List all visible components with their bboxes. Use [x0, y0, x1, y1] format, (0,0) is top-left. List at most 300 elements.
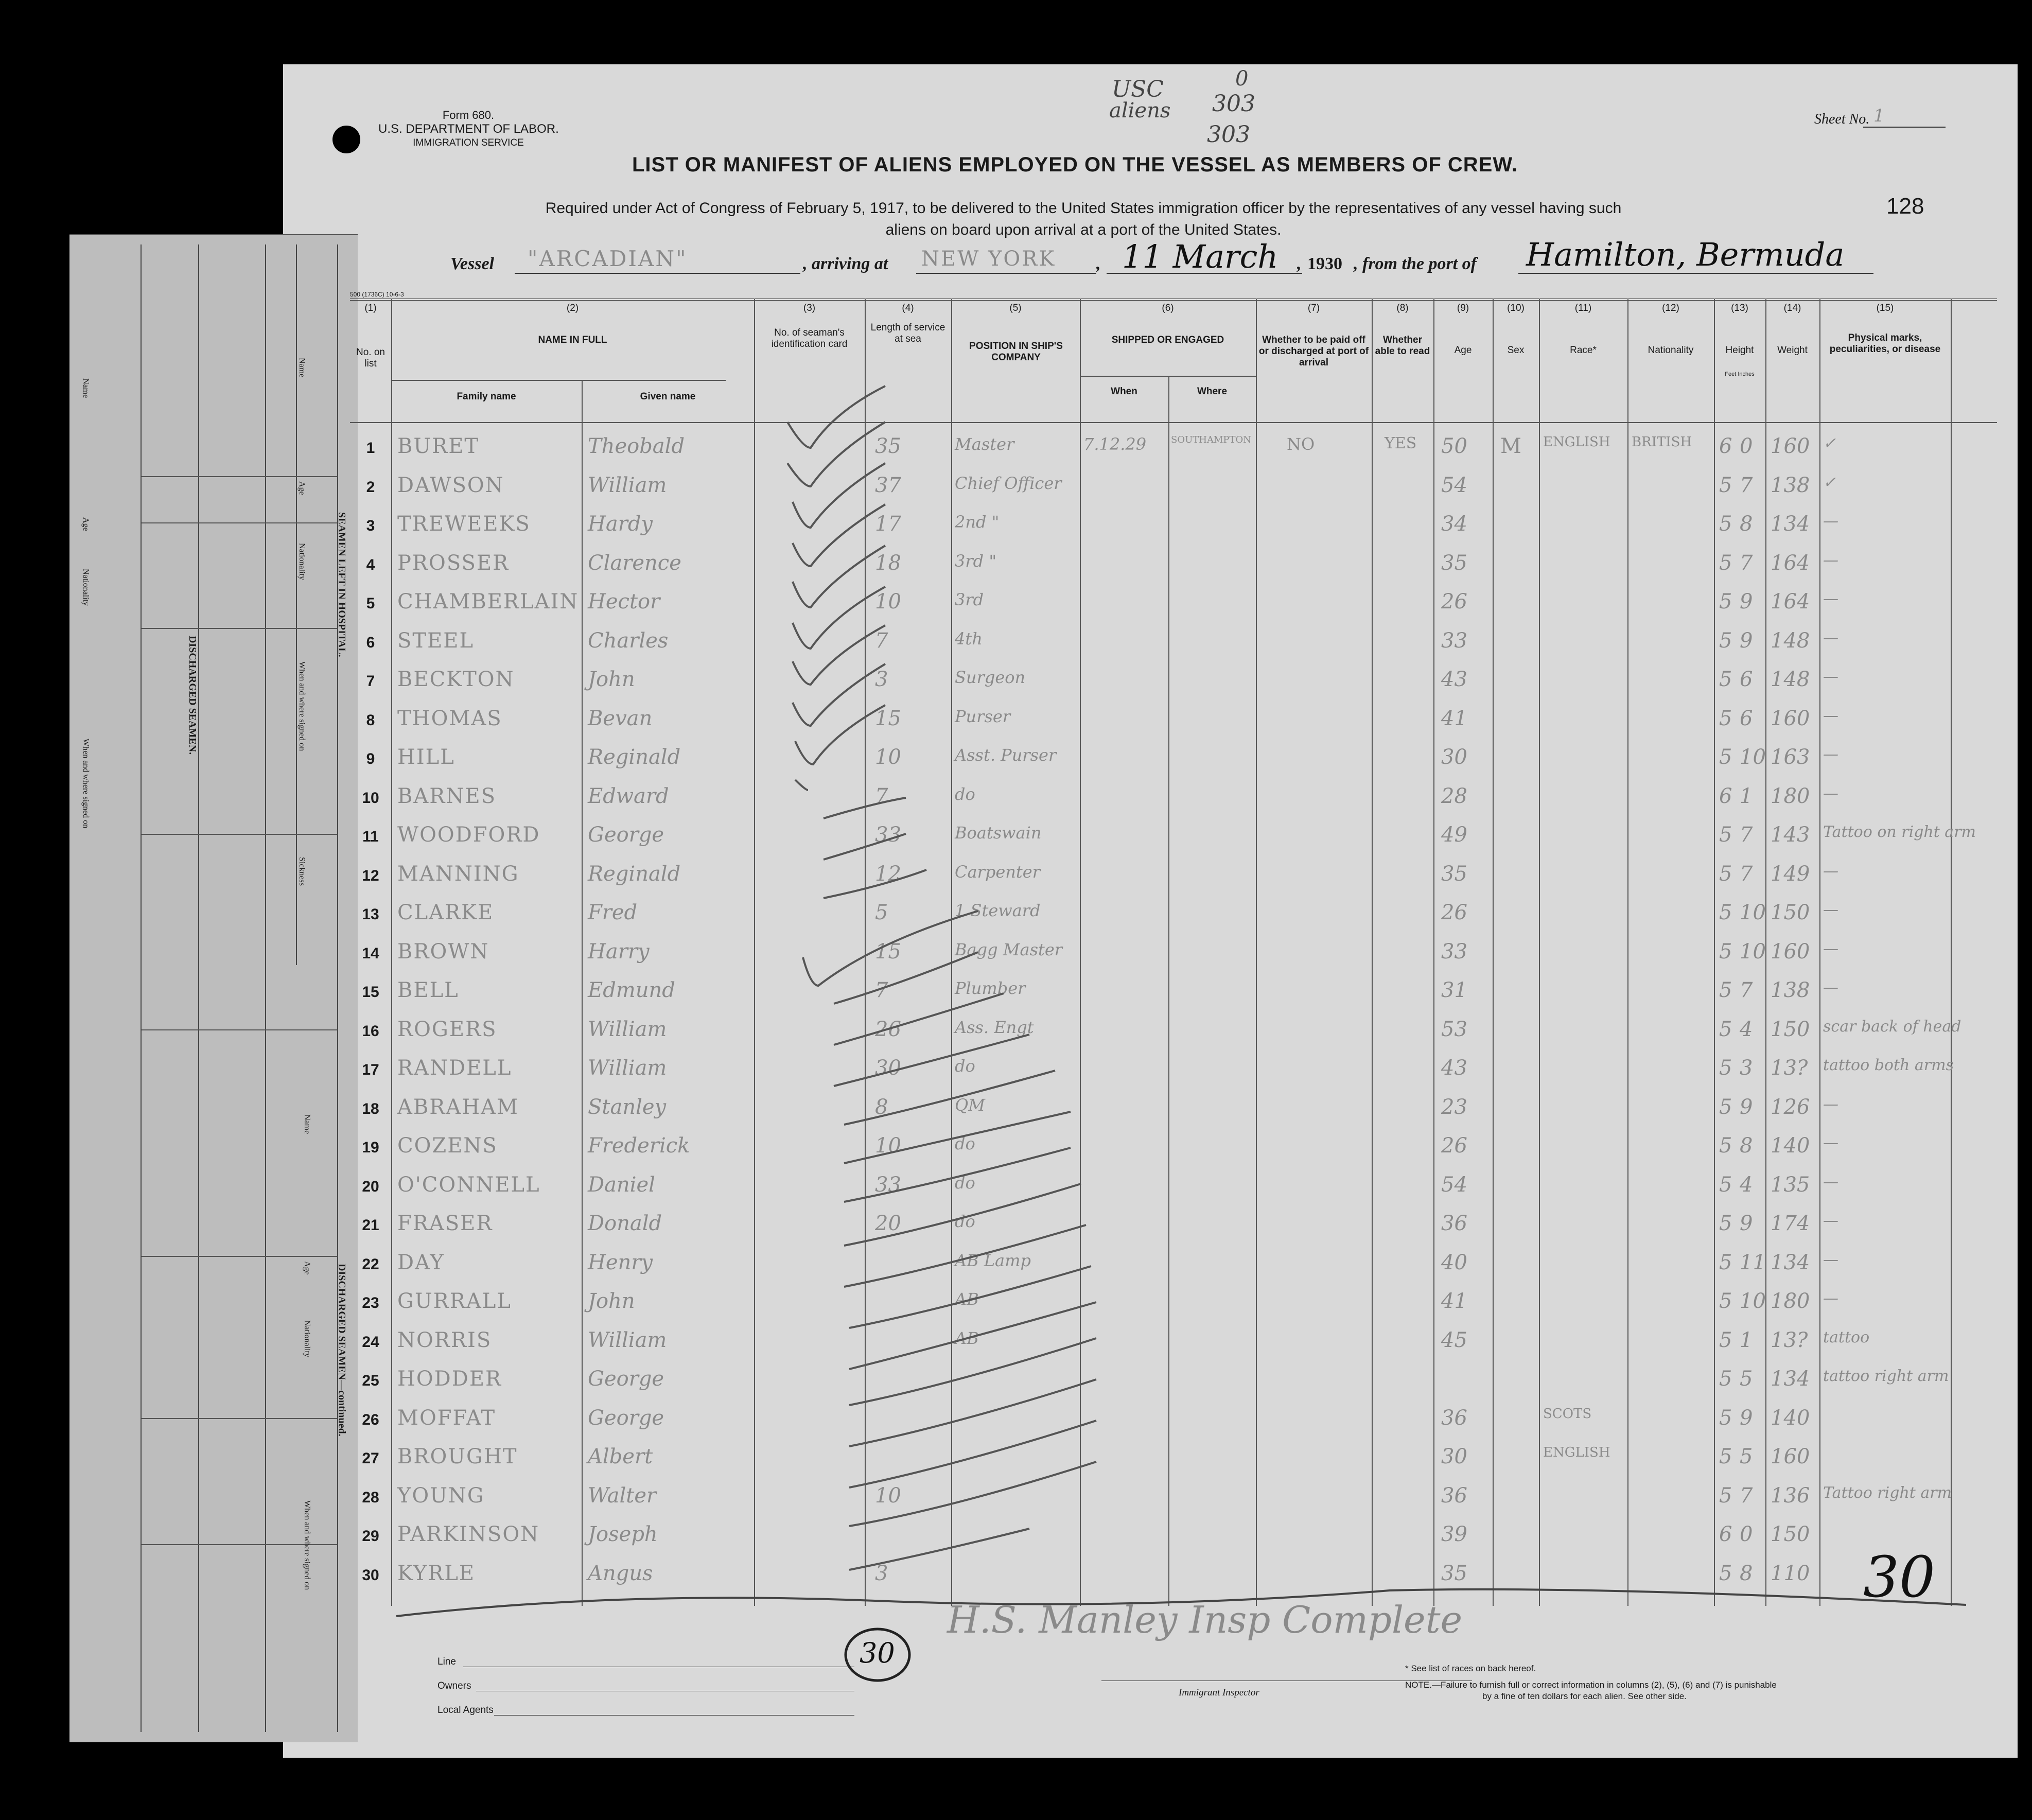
position-cell: do	[955, 784, 975, 804]
weight-cell: 149	[1771, 862, 1810, 886]
weight-cell: 180	[1771, 784, 1810, 808]
header-weight: Weight	[1777, 345, 1808, 356]
row-number: 3	[366, 517, 375, 534]
row-number: 4	[366, 556, 375, 573]
given-name-cell: Daniel	[588, 1172, 655, 1197]
check-dash	[824, 870, 926, 898]
position-cell: 1 Steward	[955, 901, 1041, 920]
family-name-cell: BURET	[397, 434, 480, 458]
height-inches-cell: 7	[1740, 978, 1753, 1002]
weight-cell: 164	[1771, 590, 1810, 614]
height-feet-cell: 5	[1719, 978, 1732, 1002]
nationality-cell: BRITISH	[1632, 434, 1692, 450]
height-inches-cell: 3	[1740, 1056, 1753, 1080]
row-number: 13	[362, 906, 379, 923]
row-number: 27	[362, 1450, 379, 1467]
age-cell: 41	[1441, 706, 1467, 730]
service-cell: 7	[875, 784, 888, 808]
age-cell: 36	[1441, 1483, 1467, 1508]
height-feet-cell: 5	[1719, 1172, 1732, 1197]
service-cell: 3	[875, 1561, 888, 1585]
able-read-cell: YES	[1385, 434, 1417, 452]
service-cell: 33	[875, 823, 901, 847]
physical-marks-cell: tattoo right arm	[1823, 1367, 1949, 1385]
check-mark	[795, 705, 885, 764]
age-cell: 43	[1441, 1056, 1467, 1080]
family-name-cell: BECKTON	[397, 668, 515, 691]
row-number: 21	[362, 1217, 379, 1234]
family-name-cell: COZENS	[397, 1134, 498, 1158]
height-inches-cell: 10	[1740, 901, 1766, 924]
service-cell: 10	[875, 745, 901, 769]
weight-cell: 148	[1771, 628, 1810, 653]
strip-label-nationality-2: Nationality	[81, 569, 90, 606]
height-inches-cell: 4	[1740, 1172, 1753, 1197]
service-name: IMMIGRATION SERVICE	[413, 137, 524, 148]
family-name-cell: HODDER	[397, 1367, 502, 1391]
physical-marks-cell: —	[1823, 551, 1838, 569]
header-position: POSITION IN SHIP'S COMPANY	[969, 341, 1063, 363]
weight-cell: 135	[1771, 1172, 1810, 1197]
weight-cell: 148	[1771, 668, 1810, 691]
family-name-cell: DAY	[397, 1250, 445, 1274]
physical-marks-cell: —	[1823, 1095, 1838, 1113]
physical-marks-cell: scar back of head	[1823, 1017, 1961, 1036]
strip-label-nationality: Nationality	[297, 543, 306, 580]
position-cell: 4th	[955, 628, 983, 649]
height-inches-cell: 4	[1740, 1017, 1753, 1041]
header-nationality: Nationality	[1648, 345, 1694, 356]
height-inches-cell: 7	[1740, 551, 1753, 575]
col-num-11: (11)	[1574, 303, 1592, 313]
given-name-cell: Clarence	[588, 551, 681, 575]
age-cell: 30	[1441, 1445, 1467, 1468]
weight-cell: 160	[1771, 434, 1810, 458]
position-cell: Bagg Master	[955, 939, 1063, 959]
header-physical-marks: Physical marks, peculiarities, or disease	[1829, 332, 1941, 355]
position-cell: 3rd	[955, 590, 984, 609]
weight-cell: 160	[1771, 1445, 1810, 1468]
check-mark	[803, 911, 978, 986]
check-mark	[787, 422, 885, 486]
given-name-cell: George	[588, 823, 664, 847]
physical-marks-cell: Tattoo right arm	[1823, 1483, 1952, 1502]
family-name-cell: BROWN	[397, 939, 489, 964]
strip-label-name-3: Name	[303, 1114, 311, 1134]
family-name-cell: HILL	[397, 745, 455, 769]
subtitle-line-1: Required under Act of Congress of February 5, 1917, to be delivered to the United States immigration officer by the representatives of any vessel having such	[545, 200, 1622, 217]
age-cell: 30	[1441, 745, 1467, 769]
inspector-note: H.S. Manley Insp Complete	[947, 1598, 1463, 1641]
height-feet-cell: 5	[1719, 1367, 1732, 1391]
given-name-cell: John	[588, 668, 635, 691]
height-feet-cell: 5	[1719, 1483, 1732, 1508]
age-cell: 39	[1441, 1522, 1467, 1546]
header-height-units: Feet Inches	[1725, 371, 1755, 377]
height-feet-cell: 6	[1719, 784, 1732, 808]
footer-agents-label: Local Agents	[437, 1705, 494, 1716]
sex-cell: M	[1500, 434, 1521, 458]
given-name-cell: Henry	[588, 1250, 653, 1274]
given-name-cell: Frederick	[588, 1134, 690, 1158]
annotation-count-2: 303	[1207, 121, 1250, 148]
col-num-5: (5)	[1009, 303, 1022, 313]
age-cell: 36	[1441, 1212, 1467, 1235]
position-cell: do	[955, 1134, 975, 1153]
row-number: 6	[366, 634, 375, 651]
weight-cell: 136	[1771, 1483, 1810, 1508]
service-cell: 10	[875, 1134, 901, 1158]
position-cell: Master	[955, 434, 1014, 454]
header-sex: Sex	[1507, 345, 1525, 356]
age-cell: 45	[1441, 1328, 1467, 1352]
weight-cell: 110	[1771, 1561, 1810, 1585]
strip-label-when-where-2: When and where signed on	[81, 739, 90, 829]
position-cell: AB Lamp	[955, 1250, 1031, 1270]
height-inches-cell: 0	[1740, 434, 1753, 458]
check-dash	[824, 798, 906, 818]
height-inches-cell: 10	[1740, 745, 1766, 769]
height-inches-cell: 8	[1740, 1134, 1753, 1158]
service-cell: 37	[875, 473, 901, 497]
paid-off-cell: NO	[1287, 434, 1315, 454]
check-dash	[834, 993, 1004, 1045]
row-number: 8	[366, 711, 375, 729]
given-name-cell: Theobald	[588, 434, 685, 458]
family-name-cell: ROGERS	[397, 1017, 497, 1041]
weight-cell: 134	[1771, 1250, 1810, 1274]
col-num-12: (12)	[1662, 303, 1679, 313]
given-name-cell: Angus	[588, 1561, 653, 1585]
physical-marks-cell: tattoo both arms	[1823, 1056, 1954, 1074]
height-feet-cell: 5	[1719, 1445, 1732, 1468]
check-mark	[787, 386, 885, 448]
family-name-cell: TREWEEKS	[397, 512, 531, 536]
age-cell: 28	[1441, 784, 1467, 808]
age-cell: 35	[1441, 862, 1467, 886]
family-name-cell: MOFFAT	[397, 1406, 496, 1430]
col-num-2: (2)	[566, 303, 579, 313]
department-name: U.S. DEPARTMENT OF LABOR.	[378, 122, 559, 136]
height-feet-cell: 5	[1719, 628, 1732, 653]
service-cell: 7	[875, 978, 888, 1002]
position-cell: AB	[955, 1328, 979, 1348]
service-cell: 12	[875, 862, 901, 886]
service-cell: 20	[875, 1212, 901, 1235]
given-name-cell: Donald	[588, 1212, 662, 1235]
strip-label-when-where: When and where signed on	[297, 661, 306, 751]
family-name-cell: DAWSON	[397, 473, 504, 497]
check-dash	[849, 1338, 1096, 1405]
given-name-cell: William	[588, 473, 667, 497]
col-num-8: (8)	[1396, 303, 1409, 313]
check-dash	[844, 1071, 1055, 1125]
weight-cell: 13?	[1771, 1328, 1808, 1352]
height-feet-cell: 5	[1719, 1056, 1732, 1080]
given-name-cell: George	[588, 1406, 664, 1430]
sheet-label: Sheet No.	[1814, 111, 1870, 127]
total-circle-value: 30	[860, 1637, 895, 1669]
physical-marks-cell: —	[1823, 1172, 1838, 1191]
given-name-cell: John	[588, 1289, 635, 1313]
col-num-3: (3)	[803, 303, 816, 313]
physical-marks-cell: Tattoo on right arm	[1823, 823, 1976, 841]
age-cell: 50	[1441, 434, 1467, 458]
age-cell: 40	[1441, 1250, 1467, 1274]
height-feet-cell: 5	[1719, 939, 1732, 964]
height-inches-cell: 8	[1740, 1561, 1753, 1585]
footer-owners-label: Owners	[437, 1681, 471, 1691]
physical-marks-cell: —	[1823, 1134, 1838, 1152]
header-where: Where	[1197, 386, 1228, 397]
physical-marks-cell: —	[1823, 939, 1838, 958]
weight-cell: 140	[1771, 1406, 1810, 1430]
row-number: 30	[362, 1566, 379, 1584]
physical-marks-cell: —	[1823, 1250, 1838, 1269]
row-number: 11	[362, 828, 379, 845]
height-feet-cell: 5	[1719, 1406, 1732, 1430]
service-cell: 10	[875, 1483, 901, 1508]
age-cell: 49	[1441, 823, 1467, 847]
weight-cell: 13?	[1771, 1056, 1808, 1080]
family-name-cell: PROSSER	[397, 551, 510, 575]
height-feet-cell: 5	[1719, 1134, 1732, 1158]
print-code: 500 (1736C) 10-6-3	[350, 291, 404, 298]
physical-marks-cell: ✓	[1823, 434, 1836, 452]
check-dash	[849, 1302, 1096, 1369]
position-cell: Chief Officer	[955, 473, 1062, 493]
row-number: 22	[362, 1255, 379, 1273]
service-cell: 26	[875, 1017, 901, 1041]
strip-label-age: Age	[297, 481, 306, 495]
check-dash	[849, 1421, 1096, 1487]
family-name-cell: THOMAS	[397, 706, 502, 730]
check-mark	[793, 546, 885, 607]
strip-title-discharged-continued: DISCHARGED SEAMEN—continued.	[336, 1264, 347, 1437]
family-name-cell: NORRIS	[397, 1328, 492, 1352]
height-inches-cell: 10	[1740, 939, 1766, 964]
position-cell: Boatswain	[955, 823, 1042, 843]
from-label: , from the port of	[1354, 254, 1477, 273]
from-port: Hamilton, Bermuda	[1526, 236, 1845, 273]
height-inches-cell: 9	[1740, 1406, 1753, 1430]
height-feet-cell: 5	[1719, 668, 1732, 691]
family-name-cell: BARNES	[397, 784, 496, 808]
height-inches-cell: 9	[1740, 1095, 1753, 1119]
family-name-cell: GURRALL	[397, 1289, 512, 1313]
given-name-cell: Stanley	[588, 1095, 667, 1119]
header-id-card: No. of seaman's identification card	[771, 327, 848, 349]
height-inches-cell: 6	[1740, 668, 1753, 691]
check-dash	[849, 1266, 1091, 1328]
given-name-cell: Bevan	[588, 706, 653, 730]
physical-marks-cell: ✓	[1823, 473, 1836, 492]
service-cell: 5	[875, 901, 888, 924]
row-number: 10	[362, 789, 379, 807]
row-number: 16	[362, 1022, 379, 1040]
col-num-7: (7)	[1307, 303, 1320, 313]
height-inches-cell: 10	[1740, 1289, 1766, 1313]
sheet-value: 1	[1873, 106, 1885, 126]
strip-label-sickness: Sickness	[297, 857, 306, 886]
vessel-label: Vessel	[450, 254, 494, 273]
check-dash	[844, 1112, 1071, 1163]
position-cell: Carpenter	[955, 862, 1040, 882]
row-number: 5	[366, 595, 375, 612]
row-number: 20	[362, 1178, 379, 1195]
row-number: 7	[366, 673, 375, 690]
age-cell: 34	[1441, 512, 1467, 536]
family-name-cell: WOODFORD	[397, 823, 540, 847]
annotation-usc: USC	[1112, 76, 1164, 102]
family-name-cell: CLARKE	[397, 901, 494, 924]
height-feet-cell: 5	[1719, 1561, 1732, 1585]
given-name-cell: William	[588, 1056, 667, 1080]
position-cell: QM	[955, 1095, 985, 1115]
check-strokes	[787, 386, 1096, 1570]
family-name-cell: BELL	[397, 978, 459, 1002]
height-inches-cell: 6	[1740, 706, 1753, 730]
physical-marks-cell: —	[1823, 590, 1838, 608]
age-cell: 33	[1441, 939, 1467, 964]
height-feet-cell: 5	[1719, 590, 1732, 614]
weight-cell: 150	[1771, 901, 1810, 924]
row-number: 23	[362, 1294, 379, 1311]
header-length-service: Length of service at sea	[870, 322, 945, 344]
service-cell: 3	[875, 668, 888, 691]
subtitle-line-2: aliens on board upon arrival at a port of the United States.	[885, 221, 1282, 238]
service-cell: 10	[875, 590, 901, 614]
weight-cell: 140	[1771, 1134, 1810, 1158]
service-cell: 8	[875, 1095, 888, 1119]
footer-agents-rule	[494, 1715, 854, 1716]
header-when: When	[1111, 386, 1137, 397]
strip-title-discharged: DISCHARGED SEAMEN.	[187, 636, 198, 755]
service-cell: 7	[875, 628, 888, 653]
service-cell: 35	[875, 434, 901, 458]
position-cell: AB	[955, 1289, 979, 1309]
height-inches-cell: 9	[1740, 628, 1753, 653]
age-cell: 54	[1441, 1172, 1467, 1197]
height-feet-cell: 5	[1719, 1095, 1732, 1119]
physical-marks-cell: —	[1823, 668, 1838, 686]
physical-marks-cell: —	[1823, 901, 1838, 919]
shipped-where-cell: SOUTHAMPTON	[1171, 434, 1252, 445]
strip-label-age-2: Age	[81, 517, 90, 531]
weight-cell: 174	[1771, 1212, 1810, 1235]
check-mark	[793, 463, 885, 528]
height-feet-cell: 5	[1719, 551, 1732, 575]
given-name-cell: William	[588, 1017, 667, 1041]
row-number: 2	[366, 478, 375, 496]
position-cell: Purser	[955, 706, 1011, 726]
family-name-cell: O'CONNELL	[397, 1172, 540, 1197]
given-name-cell: Charles	[588, 628, 669, 653]
physical-marks-cell: —	[1823, 1212, 1838, 1230]
family-name-cell: CHAMBERLAIN	[397, 590, 579, 614]
check-mark	[793, 587, 885, 649]
family-name-cell: MANNING	[397, 862, 519, 886]
height-feet-cell: 5	[1719, 1328, 1732, 1352]
age-cell: 41	[1441, 1289, 1467, 1313]
given-name-cell: Joseph	[588, 1522, 658, 1546]
arrival-date: 11 March	[1122, 238, 1278, 275]
race-cell: SCOTS	[1543, 1406, 1592, 1422]
weight-cell: 126	[1771, 1095, 1810, 1119]
col-num-13: (13)	[1731, 303, 1748, 313]
row-number: 28	[362, 1489, 379, 1506]
weight-cell: 164	[1771, 551, 1810, 575]
col-num-9: (9)	[1457, 303, 1469, 313]
header-paid-off: Whether to be paid off or discharged at port of arrival	[1258, 335, 1369, 368]
height-inches-cell: 9	[1740, 1212, 1753, 1235]
age-cell: 54	[1441, 473, 1467, 497]
race-cell: ENGLISH	[1543, 1445, 1610, 1460]
note-line-2: by a fine of ten dollars for each alien. See other side.	[1482, 1691, 1687, 1701]
given-name-cell: Reginald	[588, 862, 681, 886]
family-name-cell: BROUGHT	[397, 1445, 518, 1468]
age-cell: 36	[1441, 1406, 1467, 1430]
header-race: Race*	[1570, 345, 1597, 356]
height-feet-cell: 5	[1719, 901, 1732, 924]
arrival-year: 1930	[1307, 254, 1342, 273]
position-cell: 3rd "	[955, 551, 997, 571]
height-feet-cell: 5	[1719, 1212, 1732, 1235]
service-cell: 33	[875, 1172, 901, 1197]
height-feet-cell: 5	[1719, 823, 1732, 847]
vessel-name: "ARCADIAN"	[528, 246, 688, 271]
strip-title-hospital: SEAMEN LEFT IN HOSPITAL.	[336, 512, 347, 657]
height-inches-cell: 7	[1740, 1483, 1753, 1508]
row-number: 9	[366, 750, 375, 767]
physical-marks-cell: —	[1823, 512, 1838, 530]
age-cell: 53	[1441, 1017, 1467, 1041]
row-number: 19	[362, 1139, 379, 1156]
physical-marks-cell: —	[1823, 978, 1838, 996]
height-inches-cell: 8	[1740, 512, 1753, 536]
given-name-cell: William	[588, 1328, 667, 1352]
height-inches-cell: 11	[1740, 1250, 1766, 1274]
col-num-14: (14)	[1783, 303, 1801, 313]
height-feet-cell: 6	[1719, 434, 1732, 458]
position-cell: do	[955, 1212, 975, 1231]
total-big-value: 30	[1863, 1544, 1935, 1610]
height-inches-cell: 5	[1740, 1445, 1753, 1468]
given-name-cell: Hector	[588, 590, 660, 614]
position-cell: 2nd "	[955, 512, 1000, 532]
service-cell: 18	[875, 551, 901, 575]
check-mark	[795, 780, 808, 790]
annotation-count-1: 303	[1212, 91, 1255, 117]
row-number: 25	[362, 1372, 379, 1389]
age-cell: 23	[1441, 1095, 1467, 1119]
strip-label-name: Name	[297, 358, 306, 378]
strip-label-age-3: Age	[303, 1261, 311, 1275]
physical-marks-cell: —	[1823, 628, 1838, 647]
age-cell: 35	[1441, 1561, 1467, 1585]
height-feet-cell: 5	[1719, 862, 1732, 886]
height-inches-cell: 1	[1740, 1328, 1753, 1352]
family-name-cell: FRASER	[397, 1212, 493, 1235]
page-title: LIST OR MANIFEST OF ALIENS EMPLOYED ON THE VESSEL AS MEMBERS OF CREW.	[632, 153, 1518, 176]
col-num-6: (6)	[1162, 303, 1174, 313]
height-inches-cell: 7	[1740, 823, 1753, 847]
weight-cell: 134	[1771, 1367, 1810, 1391]
header-age: Age	[1454, 345, 1472, 356]
annotation-aliens: aliens	[1109, 99, 1171, 122]
family-name-cell: STEEL	[397, 628, 475, 653]
height-feet-cell: 5	[1719, 1250, 1732, 1274]
